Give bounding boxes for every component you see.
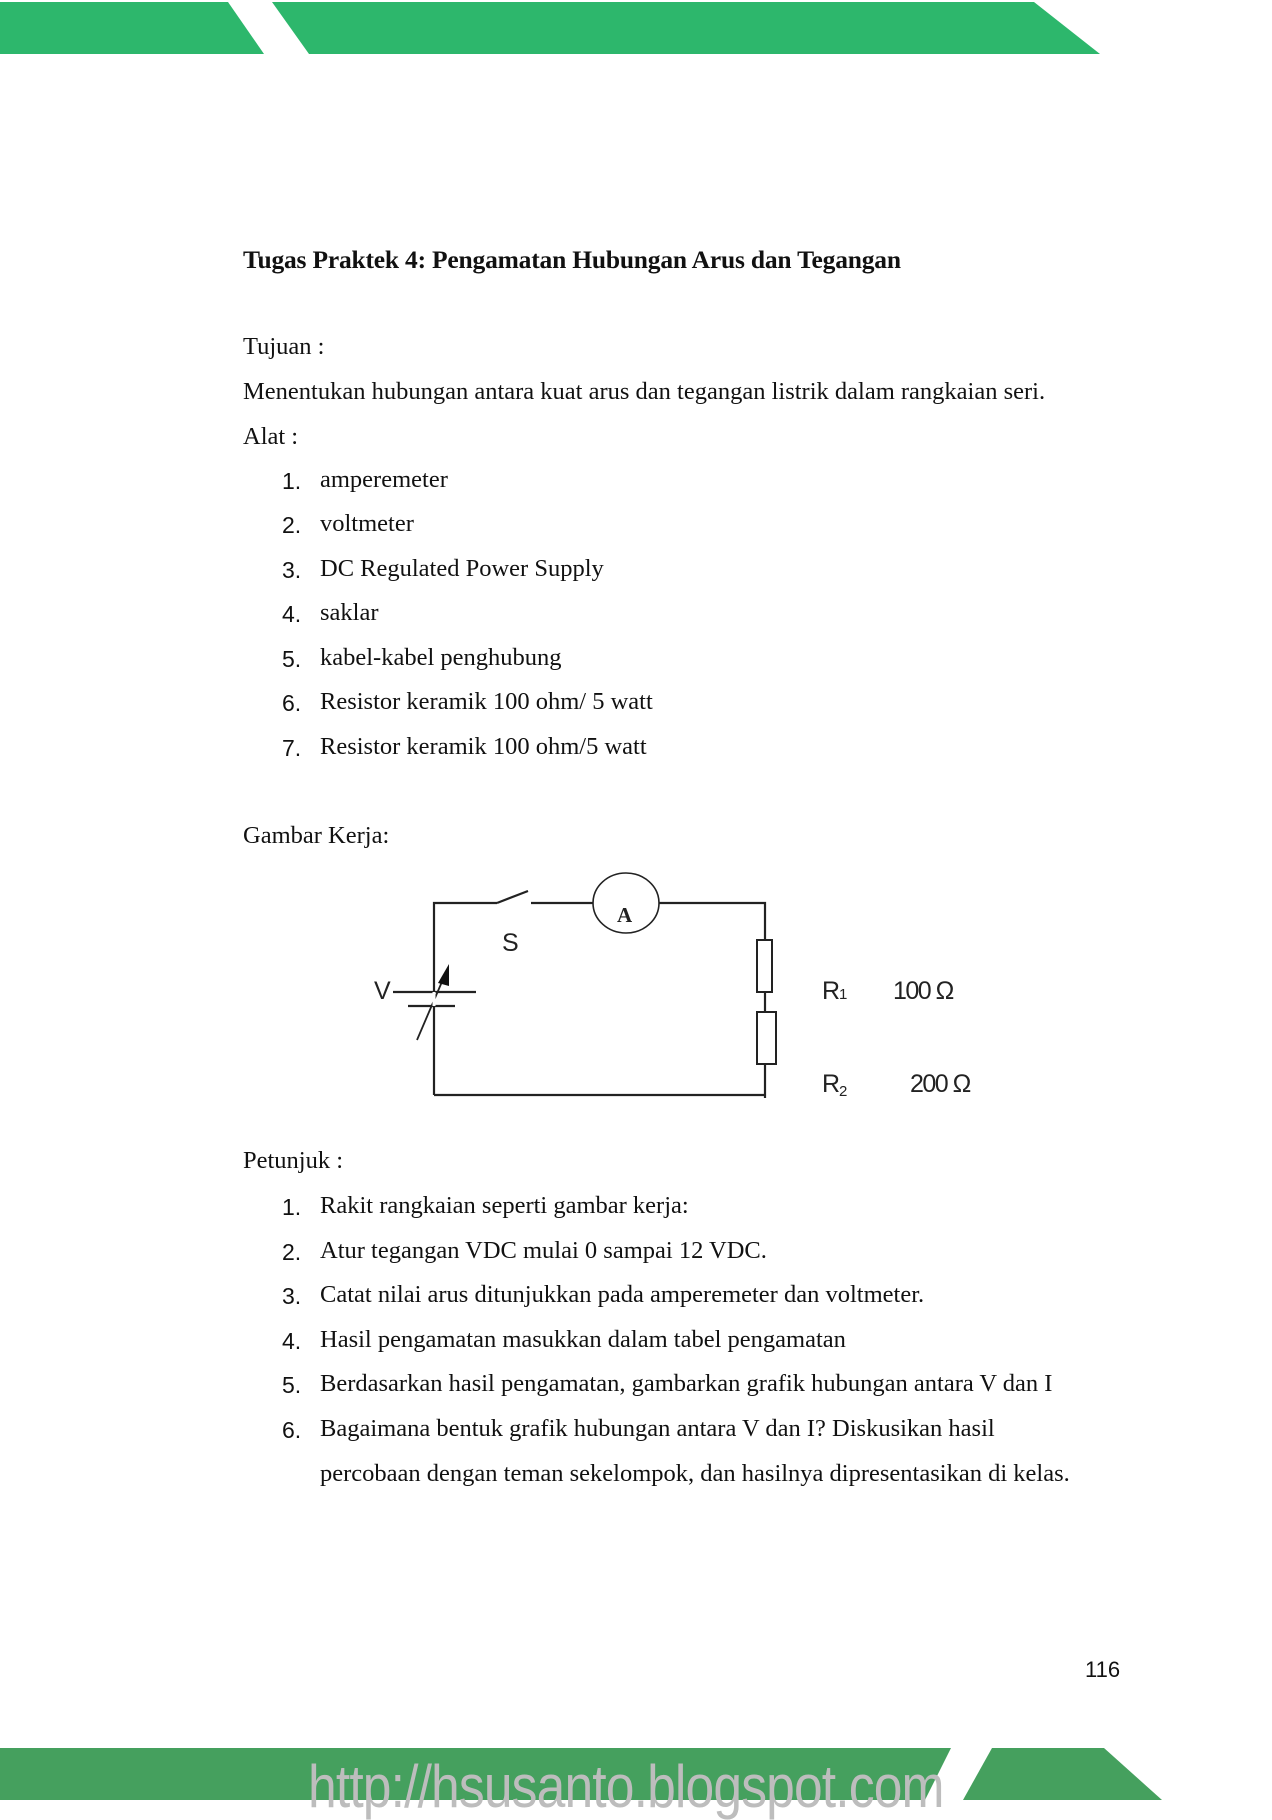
r1-label: R	[822, 977, 839, 1005]
list-number: 6.	[282, 690, 302, 716]
wire-top-right	[659, 903, 765, 940]
list-item-text: Resistor keramik 100 ohm/ 5 watt	[320, 688, 653, 715]
r1-subscript: 1	[839, 986, 848, 1003]
gambar-kerja-label: Gambar Kerja:	[243, 822, 390, 849]
list-number: 4.	[282, 1328, 302, 1354]
footer-band-right-shape	[963, 1748, 1162, 1800]
header-band-main-shape	[272, 2, 1100, 54]
list-number: 4.	[282, 601, 302, 627]
arrow-head-icon	[438, 964, 449, 986]
list-number: 7.	[282, 735, 302, 761]
list-item-text: Resistor keramik 100 ohm/5 watt	[320, 733, 647, 760]
page-title: Tugas Praktek 4: Pengamatan Hubungan Arus dan Tegangan	[243, 245, 901, 274]
resistor-r1-icon	[757, 940, 772, 992]
source-label: V	[374, 977, 390, 1005]
watermark-url: http://hsusanto.blogspot.com	[308, 1753, 944, 1820]
list-item-text: kabel-kabel penghubung	[320, 644, 562, 671]
list-number: 1.	[282, 468, 302, 494]
header-band-left-shape	[0, 2, 264, 54]
ammeter-icon	[593, 873, 659, 933]
list-item-continuation: percobaan dengan teman sekelompok, dan hasilnya dipresentasikan di kelas.	[320, 1460, 1070, 1487]
list-item-text: voltmeter	[320, 510, 414, 537]
tujuan-text: Menentukan hubungan antara kuat arus dan tegangan listrik dalam rangkaian seri.	[243, 378, 1046, 405]
list-item-text: Rakit rangkaian seperti gambar kerja:	[320, 1192, 689, 1219]
wire-bottom	[434, 1064, 765, 1098]
list-item-text: Hasil pengamatan masukkan dalam tabel pengamatan	[320, 1326, 846, 1353]
list-item-text: Berdasarkan hasil pengamatan, gambarkan grafik hubungan antara V dan I	[320, 1370, 1053, 1397]
wire-top-left	[434, 903, 497, 1095]
r2-label: R	[822, 1070, 839, 1098]
list-item-text: amperemeter	[320, 466, 448, 493]
ammeter-label: A	[617, 903, 633, 927]
list-number: 3.	[282, 1283, 302, 1309]
r2-value: 200 Ω	[910, 1070, 970, 1098]
list-item-text: Bagaimana bentuk grafik hubungan antara V dan I? Diskusikan hasil	[320, 1415, 995, 1442]
switch-label: S	[502, 929, 518, 957]
list-item-text: Catat nilai arus ditunjukkan pada amperemeter dan voltmeter.	[320, 1281, 925, 1308]
petunjuk-label: Petunjuk :	[243, 1147, 344, 1174]
r1-value: 100 Ω	[893, 977, 953, 1005]
list-number: 3.	[282, 557, 302, 583]
list-item-text: DC Regulated Power Supply	[320, 555, 604, 582]
list-number: 6.	[282, 1417, 302, 1443]
list-number: 2.	[282, 512, 302, 538]
list-number: 5.	[282, 646, 302, 672]
switch-icon	[497, 891, 528, 903]
list-item-text: saklar	[320, 599, 379, 626]
page-number: 116	[1085, 1657, 1121, 1682]
variable-arrow-icon	[417, 970, 447, 1040]
list-item-text: Atur tegangan VDC mulai 0 sampai 12 VDC.	[320, 1237, 767, 1264]
r2-subscript: 2	[839, 1083, 848, 1100]
alat-label: Alat :	[243, 423, 299, 450]
resistor-r2-icon	[757, 1012, 776, 1064]
list-number: 5.	[282, 1372, 302, 1398]
list-number: 1.	[282, 1194, 302, 1220]
tujuan-label: Tujuan :	[243, 333, 325, 360]
list-number: 2.	[282, 1239, 302, 1265]
header-band	[0, 0, 1272, 56]
